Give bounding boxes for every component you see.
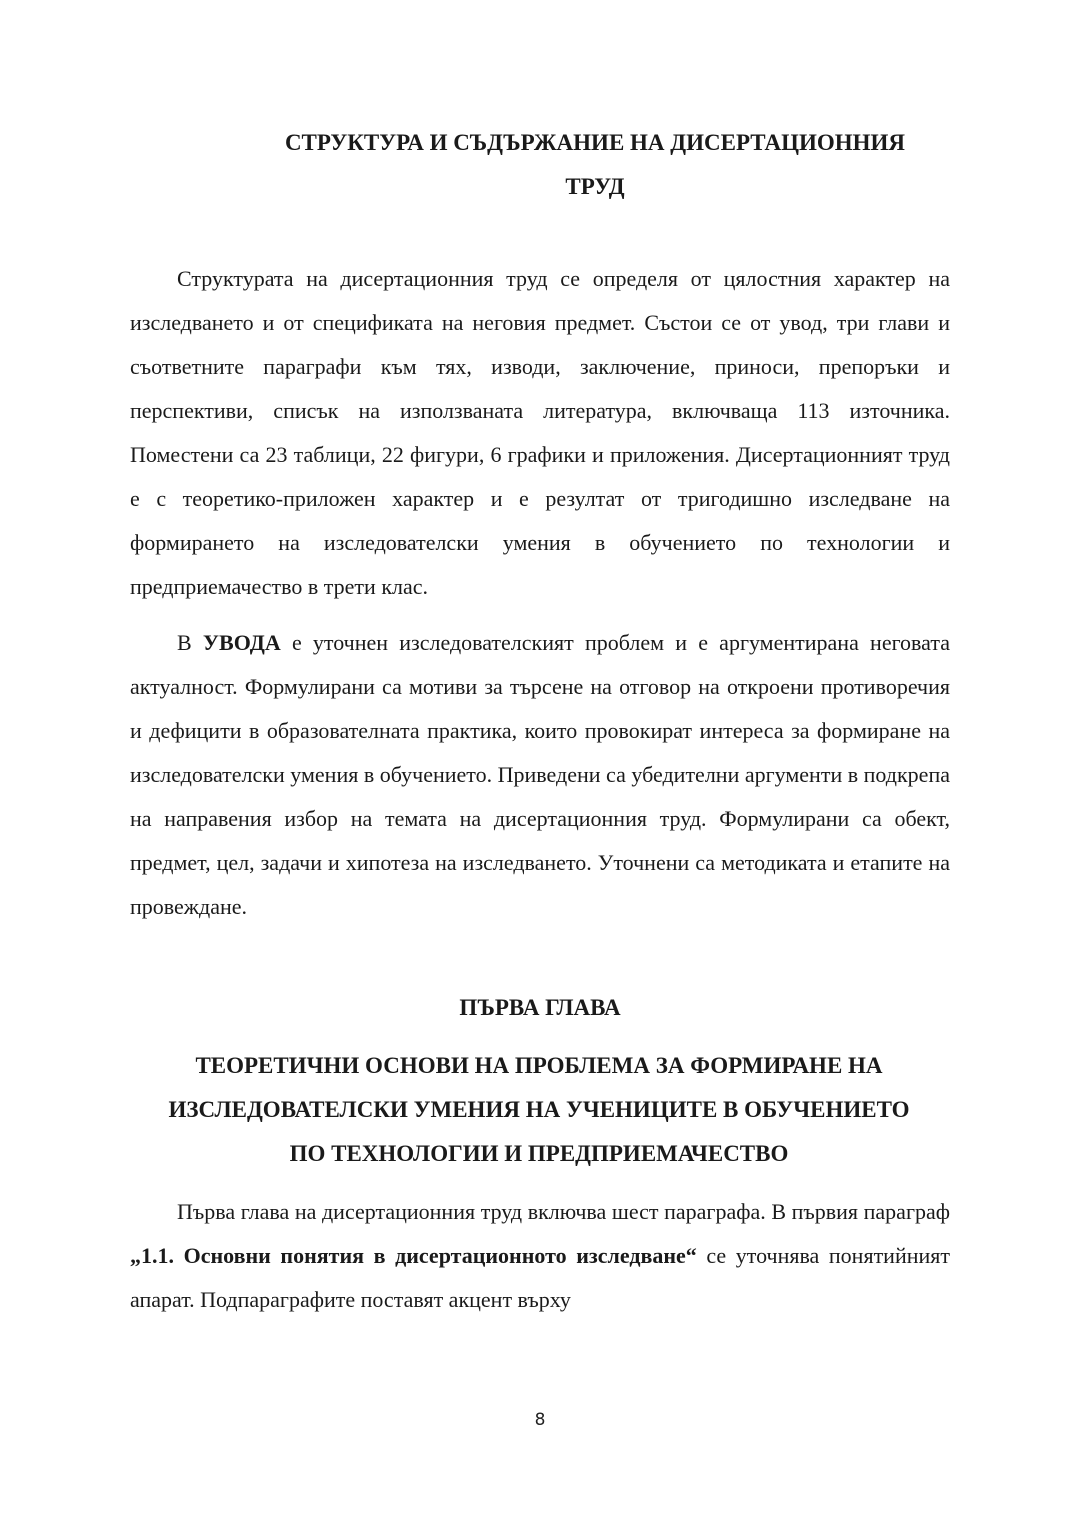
chapter-title: [128, 1044, 950, 1176]
chapter-heading: ПЪРВА ГЛАВА: [459, 995, 621, 1020]
section-heading: [140, 121, 1050, 209]
introduction-text: е уточнен изследователският проблем и е аргументирана неговата актуалност. Формулирани са мотиви за търсене на отговор на откроени противоречия и дефицити в образователната практика, които провокират интереса за формиране на изследователски умения в обучението. Приведени са убедителни аргументи в подкрепа на направения избор на темата на дисертационния труд. Формулирани са обект, предмет, цел, задачи и хипотеза на изследването. Уточнени са методиката и етапите на провеждане.: [130, 630, 950, 919]
section-heading-line2: ТРУД: [565, 174, 625, 199]
chapter-title-line2: ИЗСЛЕДОВАТЕЛСКИ УМЕНИЯ НА УЧЕНИЦИТЕ В ОБУЧЕНИЕТО: [168, 1097, 910, 1122]
chapter-title-line1: ТЕОРЕТИЧНИ ОСНОВИ НА ПРОБЛЕМА ЗА ФОРМИРАНЕ НА: [195, 1053, 883, 1078]
chapter-title-line3: ПО ТЕХНОЛОГИИ И ПРЕДПРИЕМАЧЕСТВО: [289, 1141, 789, 1166]
chapter-one-paragraph: [130, 1190, 950, 1322]
chapter-one-prefix: Първа глава на дисертационния труд включва шест параграфа. В първия параграф: [177, 1199, 950, 1224]
introduction-bold-term: УВОДА: [202, 630, 281, 655]
chapter-one-text: се уточнява понятийният апарат. Подпараграфите поставят акцент върху: [130, 1243, 951, 1312]
introduction-paragraph: [130, 621, 950, 929]
chapter-one-bold-title: „1.1. Основни понятия в дисертационното изследване“: [130, 1243, 697, 1268]
page-number: 8: [534, 1410, 546, 1430]
section-heading-line1: СТРУКТУРА И СЪДЪРЖАНИЕ НА ДИСЕРТАЦИОННИЯ: [284, 130, 906, 155]
structure-paragraph: Структурата на дисертационния труд се определя от цялостния характер на изследването и от спецификата на неговия предмет. Състои се от увод, три глави и съответните параграфи към тях, изводи, заключение, приноси, препоръки и перспективи, списък на използваната литература, включваща 113 източника. Поместени са 23 таблици, 22 фигури, 6 графики и приложения. Дисертационният труд е с теоретико-приложен характер и е резултат от тригодишно изследване на формирането на изследователски умения в обучението по технологии и предприемачество в трети клас.: [130, 266, 950, 599]
introduction-prefix: В: [177, 630, 203, 655]
